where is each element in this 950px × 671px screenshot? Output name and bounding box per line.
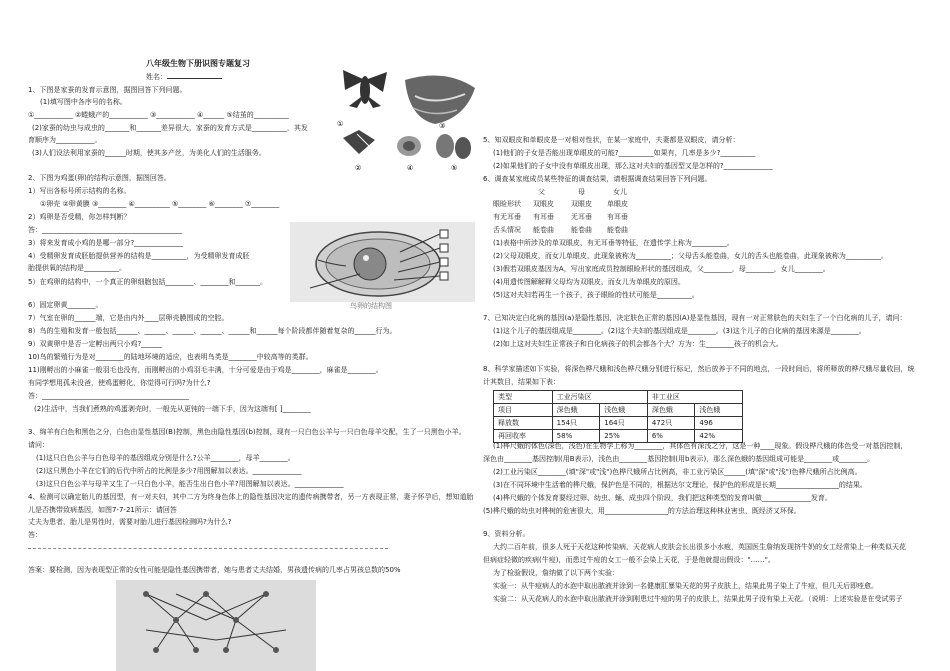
genetic-cross-figure [116,580,316,671]
table-cell: 154只 [552,417,600,430]
q6-row-1-0: 有无耳垂 [493,213,521,221]
table-row [494,417,743,430]
fig1-num-2: ② [355,164,362,172]
q3-line-2: (1)这只白色公羊与白色母羊的基因组成分别是什么?公羊________，母羊________。 [36,454,295,462]
q8-line-1: 深色由________基因控制(用B表示)，浅色由________基因控制(用b表示)，那么深色蛾的基因组成可能是________或________。 [483,455,875,463]
q6-row-2-3: 能卷曲 [607,226,628,234]
table-cell: 浅色蛾 [695,404,743,417]
cocoon-icon [397,136,421,156]
table-cell: 非工业区 [647,391,742,404]
q6-row-0-3: 单眼皮 [607,200,628,208]
table-cell: 工业污染区 [552,391,647,404]
q6-head-daughter: 女儿 [613,188,627,196]
q4-line-1: 儿是否携带致病基因，如图7-7-21所示：请回答 [28,506,177,514]
q6-line-2: (3)假若双眼皮基因为A，写出家庭成员控制眼睑形状的基因组成，父________，母________，女儿________。 [493,265,830,273]
q6-intro: 6、调查某家庭成员某些特征的调查结果，请根据调查结果回答下列问题。 [483,175,712,183]
doc-title: 八年级生物下册识图专题复习 [146,59,250,68]
q9-line-5: 实验二：从天花病人的水泡中取出脓液并涂到刚患过牛痘的男子的皮肤上，结果此男子没有染上天花。（说明：上述实验是在受试男子 [493,595,903,603]
q1-line-1: (1)填写图中各序号的名称。 [40,98,127,106]
table-cell: 42% [695,430,743,443]
table-cell: 6% [647,430,695,443]
q6-row-0-0: 眼睑形状 [493,200,521,208]
egg-structure-figure [290,222,475,310]
leaf-larva-icon [405,76,475,125]
q3-line-1: 请问： [28,441,49,449]
q2-line-17: (2)生活中，当我们煮熟的鸡蛋剥壳时，一般先从更钝的一端下手，因为这端有[ ]________ [34,405,311,413]
q1-line-2: ①___________ ②蜷蛾产的___________ ③___________ ④______ ⑤结茧的__________ [28,111,289,119]
q7-line-2: (2)如上这对夫妇生正常孩子和白化病孩子的机会都各个大？方为：生________孩子的机会大。 [493,340,783,348]
q2-line-1: 1）写出各标号所示结构的名称。 [28,187,131,195]
name-label: 姓名： [146,73,222,81]
moth-pair-icon [343,130,375,154]
table-cell: 类型 [494,391,553,404]
q8-intro-1: 计其数目，结果如下表： [483,378,560,386]
q8-line-3: (3)在不同环境中生活着的桦尺蛾，保护色是不同的，根据达尔文理论，保护色的形成是长期__________________的结果。 [493,481,867,489]
table-cell: 浅色蛾 [600,404,648,417]
table-cell: 25% [600,430,648,443]
q6-line-1: (2)父母双眼皮，而女儿单眼皮，此现象被称为__________；父母舌头能卷曲，女儿的舌头也能卷曲，此现象被称为__________。 [493,252,888,260]
q2-line-11: 8）鸟的生殖和发育一般包括______、______、______、______、______和______每个阶段都伴随着复杂的______行为。 [28,327,397,335]
q2-line-5: 3）将来发育成小鸡的是哪一部分?______________ [28,239,184,247]
q2-line-2: ①卵壳 ②卵黄膜 ③________ ④__________ ⑤________ ⑥________ ⑦________ [40,200,280,208]
table-row [494,430,743,443]
q6-head-mother: 母 [578,188,585,196]
q6-row-2-0: 舌头情况 [493,226,521,234]
q2-line-8: 5）在鸡卵的结构中，一个真正的卵细胞包括________、________和_______。 [28,278,267,286]
pupa-icon [436,134,471,159]
table-cell: 深色蛾 [647,404,695,417]
q2-line-10: 7）气室在卵的______端，它是由内外____层卵壳膜围成的空腔。 [28,314,229,322]
q2-line-14: 11)刚孵出的小麻雀一般羽毛也没有，而刚孵出的小鸡羽毛丰满，十分可爱是由于鸡是________，麻雀是________。 [28,366,383,374]
q9-line-4: 实验一：从牛痘病人的水泡中取出脓液并涂到一名健康肛暴染天花的男子皮肤上，结果此男子染上了牛痘，但几天后即痊愈。 [493,582,878,590]
q8-line-0: (1)桦尺蛾的体色(深色，浅色)在生物学上称为________，其体色有深浅之分，这是一种____现象。假设桦尺蛾的体色受一对基因控制， [493,442,908,450]
table-cell: 深色蛾 [552,404,600,417]
q9-line-0: 9、资料分析。 [483,530,530,538]
q8-line-2: (2)工业污染区________(填"深"或"浅")色桦尺蛾所占比例高，非工业污染区______(填"深"或"浅")色桦尺蛾所占比例高。 [493,468,862,476]
q1-line-5: (3)人们设法利用家蚕的______时期，使其多产丝，为美化人们的生活服务。 [32,149,266,157]
table-cell: 164只 [600,417,648,430]
fig1-num-5: ⑤ [451,164,458,172]
table-cell: 再回收率 [494,430,553,443]
table-cell: 496 [695,417,743,430]
q4-line-3: 答： [28,531,42,539]
q2-line-9: 6）固定卵黄________。 [28,301,103,309]
moth-icon [343,70,387,108]
q4-line-2: 丈夫为患者，胎儿是男性时，需要对胎儿进行基因检测吗?为什么? [28,518,232,526]
table-row [494,404,743,417]
q6-line-4: (5)这对夫妇若再生一个孩子，孩子眼睑的性状可能是__________。 [493,291,699,299]
fig1-num-1: ① [337,120,344,128]
table-cell: 释放数 [494,417,553,430]
q2-line-3: 2）鸡卵是否受精，你怎样判断？ [28,213,131,221]
q8-line-5: (5)桦尺蛾的幼虫对桦树的危害很大，用__________________的方法治理这种林业害虫，既经济又环保。 [483,507,801,515]
q1-line-3: (2)家蚕的幼虫与成虫的_______和_______差异很大，家蚕的发育方式是__________，其发 [32,124,308,132]
q4-answer: 答案：要检测，因为表现型正常的女性可能是隐性基因携带者，她与患者丈夫结婚，男孩遗传病的几率占男孩总数的50% [28,566,401,574]
q8-intro-0: 8、科学家描述如下实验，将深色桦尺蛾和浅色桦尺蛾分别进行标记，然后放养于不同的地点，一段时间后，将所释放的桦尺蛾尽量收回，统 [483,365,915,373]
q5-line-1: (1)他们的子女是否能出现单眼皮的可能?__________如果有，几率是多少?__________ [493,149,756,157]
q3-line-4: (3)这只白色公羊与母羊又生了一只白色小羊，能否生出白色小羊?用图解加以表达。______________ [36,480,344,488]
q2-line-12: 9）双黄卵中是否一定孵出两只小鸡?______ [28,340,163,348]
q6-row-1-1: 有耳垂 [533,213,554,221]
q5-line-0: 5、知双眼皮和单眼皮是一对相对性状，在某一家庭中，夫妻都是双眼皮，请分析： [483,136,740,144]
q6-row-2-2: 能卷曲 [571,226,592,234]
q9-line-1: 大约二百年前，很多人死于天花这种传染病，天花病人皮肤会长出很多小水疱，英国医生詹纳发现挤牛奶的女工经常染上一种类似天花 [493,543,906,551]
table-cell: 472只 [647,417,695,430]
q2-line-0: 2、下图为鸡蛋(卵)的结构示意图，据图回答。 [28,174,171,182]
q1-line-4: 育顺序为___________。 [28,136,102,144]
fig1-num-4: ④ [407,164,414,172]
q7-line-1: (1)这个儿子的基因组成是________。(2)这个夫妇的基因组成是________。(3)这个儿子的白化病的基因来源是________。 [493,327,866,335]
q2-line-7: 胎提供氧的结构是__________。 [28,264,126,272]
q6-head-father: 父 [538,188,545,196]
q2-line-16: 答：__________________________________________ [28,392,189,400]
q8-line-4: (4)桦尺蛾的个体发育要经过卵、幼虫、蛹、成虫四个阶段，我们把这种类型的发育叫做______________发育。 [493,494,832,502]
q4-line-0: 4、检测可以确定胎儿的基因型，有一对夫妇，其中二方为终身色体上的隐性基因决定的遗传病携带者，另一方表现正常，妻子怀孕后，想知道胎 [28,493,474,501]
q6-row-1-3: 有耳垂 [607,213,628,221]
q3-line-3: (2)这只黑色小羊在它们的后代中所占的比例是多少?用图解加以表达。______________ [36,467,302,475]
q9-line-2: 但病症轻微的疾病(牛痘)，而患过牛痘的女工一般不会染上天花，于是他就提出假设："……"。 [483,556,775,564]
q1-line-0: 1、下图是家蚕的发育示意图，据图回答下列问题。 [28,86,187,94]
fig1-num-3: ③ [439,122,446,130]
table-cell: 项目 [494,404,553,417]
q6-row-2-1: 能卷曲 [533,226,554,234]
q2-line-15: 有同学想用孤未没爸，使鸡蛋孵化，你觉得可行吗?为什么? [28,379,211,387]
moth-results-table [493,390,743,443]
table-row [494,391,743,404]
q2-line-6: 4）受精卵发育成胚胎提供营养的结构是__________，为受精卵发育成胚 [28,252,250,260]
answer-divider [28,548,388,549]
q6-row-0-1: 双眼皮 [533,200,554,208]
q9-line-3: 为了检验假设，詹纳做了以下两个实验： [493,569,619,577]
q2-line-13: 10)鸟的繁殖行为是对________的陆地环境的适应，也表明鸟类是________中较高等的类群。 [28,353,313,361]
q3-line-0: 3、绵羊有白色和黑色之分，白色由显性基因(B)控制，黑色由隐性基因(b)控制，现有一只白色公羊与一只白色母羊交配，生了一只黑色小羊。 [28,428,466,436]
q5-line-2: (2)如果他们的子女中没有单眼皮出现，那么这对夫妇的基因型又是怎样的?______________ [493,162,773,170]
q6-row-0-2: 双眼皮 [571,200,592,208]
q7-line-0: 7、已知决定白化病的基因(a)是隐性基因，决定肤色正常的基因(A)是显性基因，现有一对正常肤色的夫妇生了一个白化病的儿子，请问： [483,314,907,322]
egg-caption: 鸟卵的结构图 [350,302,392,310]
q6-line-0: (1)表格中所涉及的单双眼皮、有无耳垂等特征，在遗传学上称为__________。 [493,239,734,247]
silkworm-life-cycle-figure [335,68,485,178]
table-cell: 58% [552,430,600,443]
q2-line-4: 答：________________________________________ [28,226,182,234]
q6-line-3: (4)用遗传图解解释父母均为双眼皮，而女儿为单眼皮的原因。 [493,278,685,286]
q6-row-1-2: 无耳垂 [571,213,592,221]
